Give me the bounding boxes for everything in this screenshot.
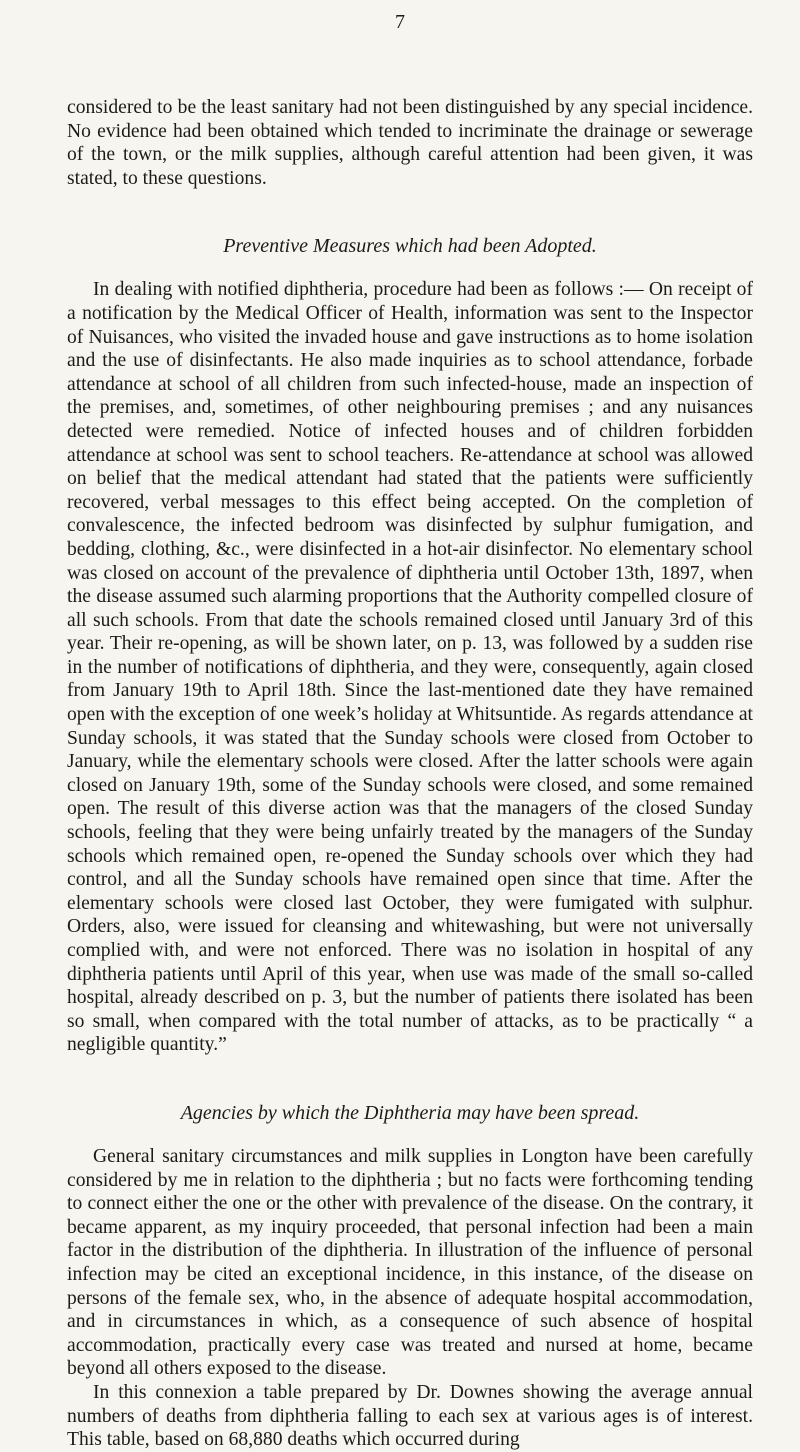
paragraph-downes-table: In this connexion a table prepared by Dr. Downes showing the average annual numbers of deaths from diphtheria falling to each sex at various ages is of interest. This table, based on 68,880 deaths which occurred during xyxy=(67,1381,753,1451)
page-number: 7 xyxy=(395,11,405,33)
section-heading-agencies: Agencies by which the Diphtheria may have been spread. xyxy=(180,1101,640,1124)
paragraph-preventive-measures: In dealing with notified diphtheria, procedure had been as follows :— On receipt of a notification by the Medical Officer of Health, information was sent to the Inspector of Nuisances, who visited the invaded house and gave instructions as to home isolation and the use of disinfectants. He also made inquiries as to school attendance, forbade attendance at school of all children from such infected-house, made an inspection of the premises, and, sometimes, of other neighbouring premises ; and any nuisances detected were remedied. Notice of infected houses and of children forbidden attendance at school was sent to school teachers. Re-attendance at school was allowed on belief that the medical attendant had stated that the patients were sufficiently recovered, verbal messages to this effect being accepted. On the completion of convalescence, the infected bedroom was disinfected by sulphur fumigation, and bedding, clothing, &c., were disinfected in a hot-air disinfector. No elementary school was closed on account of the prevalence of diphtheria until October 13th, 1897, when the disease assumed such alarming proportions that the Authority compelled closure of all such schools. From that date the schools remained closed until January 3rd of this year. Their re-opening, as will be shown later, on p. 13, was followed by a sudden rise in the number of notifications of diphtheria, and they were, consequently, again closed from January 19th to April 18th. Since the last-mentioned date they have remained open with the exception of one week’s holiday at Whitsuntide. As regards attendance at Sunday schools, it was stated that the Sunday schools were closed from October to January, while the elementary schools were closed. After the latter schools were again closed on January 19th, some of the Sunday schools were closed, and some remained open. The result of this diverse action was that the managers of the closed Sunday schools, feeling that they were being unfairly treated by the managers of the Sunday schools which remained open, re-opened the Sunday schools over which they had control, and all the Sunday schools have remained open since that time. After the elementary schools were closed last October, they were fumigated with sulphur. Orders, also, were issued for cleansing and whitewashing, but were not universally complied with, and were not enforced. There was no isolation in hospital of any diphtheria patients until April of this year, when use was made of the small so-called hospital, already described on p. 3, but the number of patients there isolated has been so small, when compared with the total number of attacks, as to be practically “ a negligible quantity.” xyxy=(67,279,753,1056)
page-body xyxy=(67,96,753,1452)
section-heading-preventive: Preventive Measures which had been Adopted. xyxy=(223,235,597,258)
paragraph-intro: considered to be the least sanitary had not been distinguished by any special incidence. No evidence had been obtained which tended to incriminate the drainage or sewerage of the town, or the milk supplies, although careful attention had been given, it was stated, to these questions. xyxy=(67,97,753,189)
paragraph-agencies: General sanitary circumstances and milk supplies in Longton have been carefully considered by me in relation to the diphtheria ; but no facts were forthcoming tending to connect either the one or the other with prevalence of the disease. On the contrary, it became apparent, as my inquiry proceeded, that personal infection had been a main factor in the distribution of the diphtheria. In illustration of the influence of personal infection may be cited an exceptional incidence, in this instance, of the disease on persons of the female sex, who, in the absence of adequate hospital accommodation, and in circumstances in which, as a consequence of such absence of hospital accommodation, practically every case was treated and nursed at home, became beyond all others exposed to the disease. xyxy=(67,1145,753,1380)
